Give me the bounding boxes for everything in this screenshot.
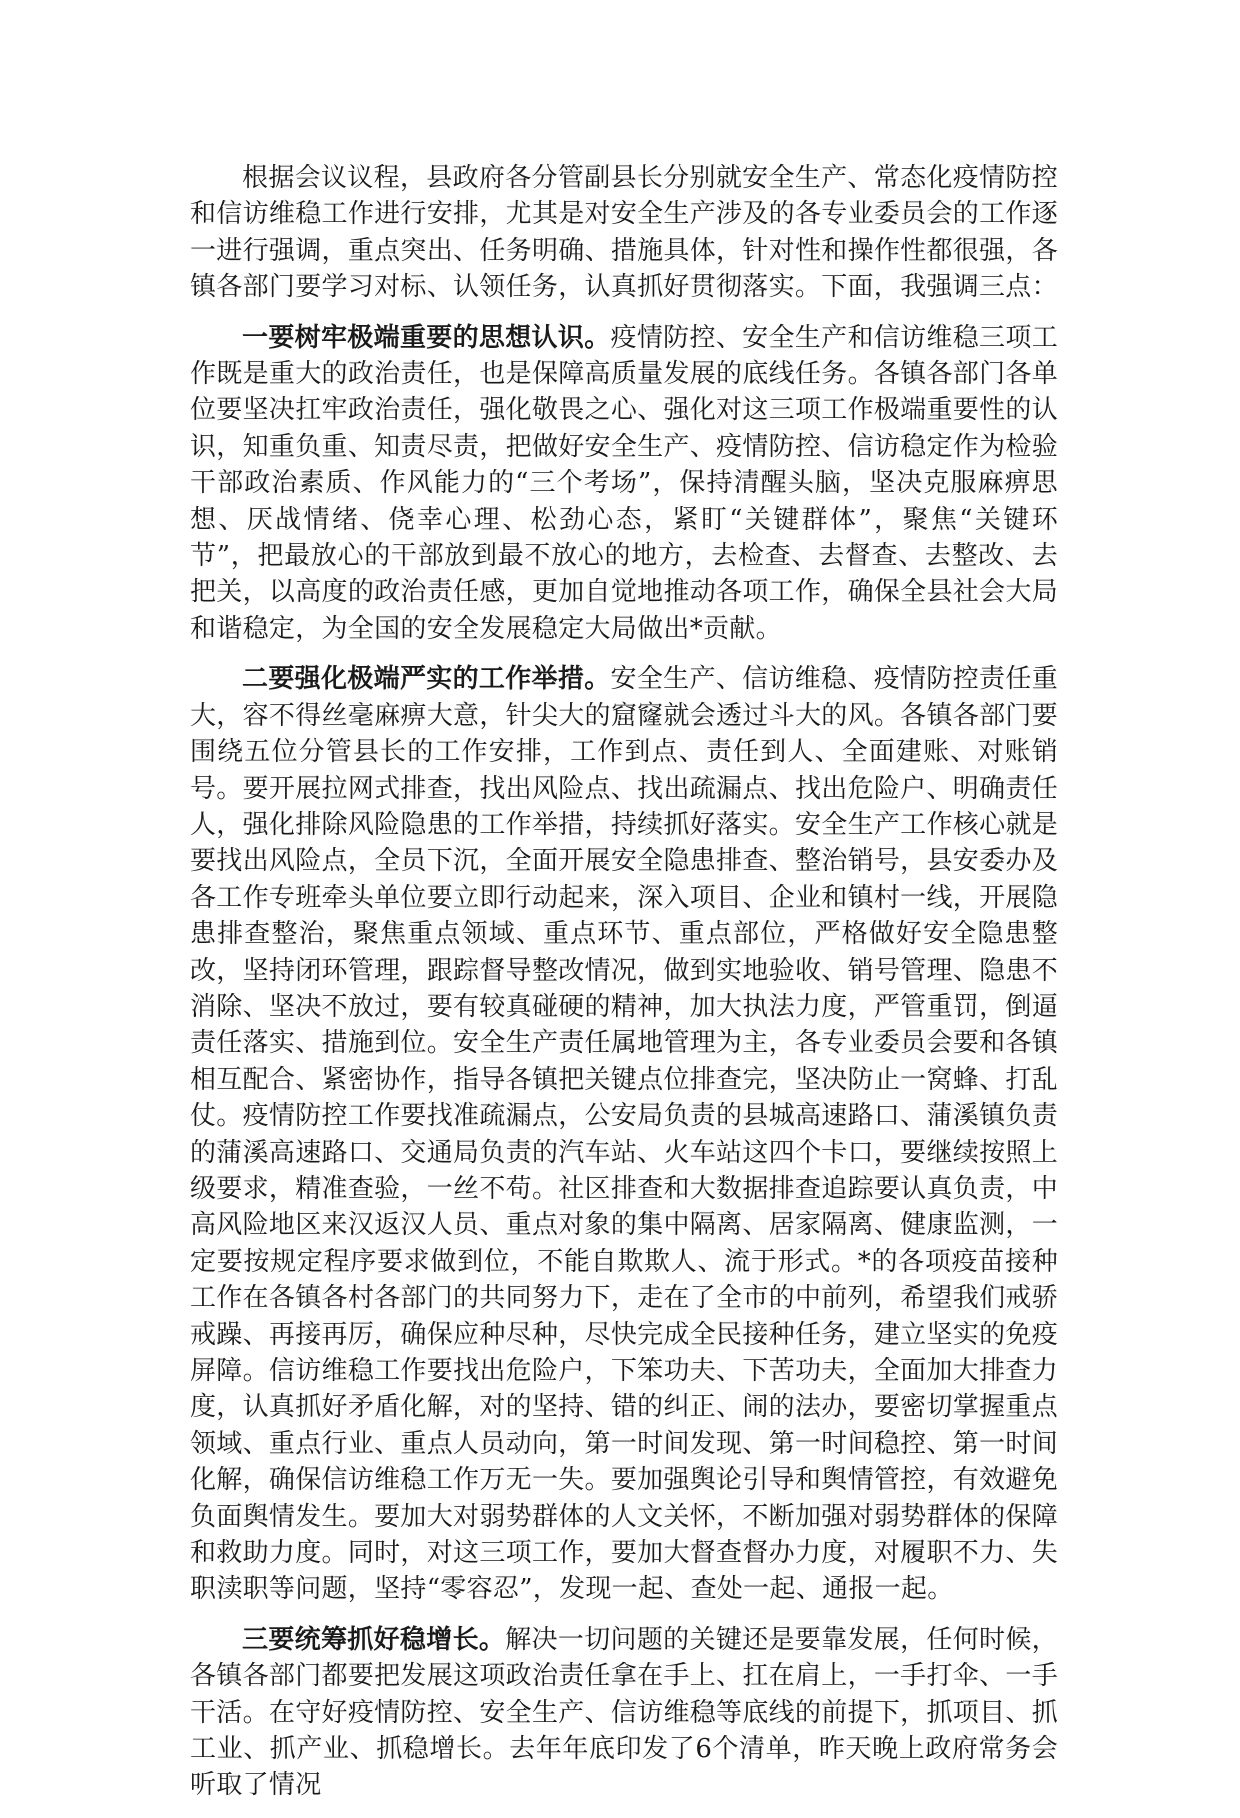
- paragraph-intro: [190, 160, 1058, 306]
- paragraph-point-two: [190, 661, 1058, 1608]
- paragraph-point-three: [190, 1622, 1058, 1804]
- paragraph-lead: 三要统筹抓好稳增长。: [242, 1624, 506, 1655]
- document-page: [190, 160, 1058, 1818]
- paragraph-lead: 一要树牢极端重要的思想认识。: [242, 322, 611, 353]
- paragraph-lead: 二要强化极端严实的工作举措。: [242, 664, 611, 695]
- paragraph-text: 疫情防控、安全生产和信访维稳三项工作既是重大的政治责任，也是保障高质量发展的底线任务。各镇各部门各单位要坚决扛牢政治责任，强化敬畏之心、强化对这三项工作极端重要性的认识，知重负重、知责尽责，把做好安全生产、疫情防控、信访稳定作为检验干部政治素质、作风能力的“三个考场”，保持清醒头脑，坚决克服麻痹思想、厌战情绪、侥幸心理、松劲心态，紧盯“关键群体”，聚焦“关键环节”，把最放心的干部放到最不放心的地方，去检查、去督查、去整改、去把关，以高度的政治责任感，更加自觉地推动各项工作，确保全县社会大局和谐稳定，为全国的安全发展稳定大局做出*贡献。: [190, 322, 1058, 644]
- paragraph-point-one: [190, 320, 1058, 648]
- paragraph-text: 根据会议议程，县政府各分管副县长分别就安全生产、常态化疫情防控和信访维稳工作进行安排，尤其是对安全生产涉及的各专业委员会的工作逐一进行强调，重点突出、任务明确、措施具体，针对性和操作性都很强，各镇各部门要学习对标、认领任务，认真抓好贯彻落实。下面，我强调三点：: [190, 163, 1058, 303]
- paragraph-text: 安全生产、信访维稳、疫情防控责任重大，容不得丝毫麻痹大意，针尖大的窟窿就会透过斗大的风。各镇各部门要围绕五位分管县长的工作安排，工作到点、责任到人、全面建账、对账销号。要开展拉网式排查，找出风险点、找出疏漏点、找出危险户、明确责任人，强化排除风险隐患的工作举措，持续抓好落实。安全生产工作核心就是要找出风险点，全员下沉，全面开展安全隐患排查、整治销号，县安委办及各工作专班牵头单位要立即行动起来，深入项目、企业和镇村一线，开展隐患排查整治，聚焦重点领域、重点环节、重点部位，严格做好安全隐患整改，坚持闭环管理，跟踪督导整改情况，做到实地验收、销号管理、隐患不消除、坚决不放过，要有较真碰硬的精神，加大执法力度，严管重罚，倒逼责任落实、措施到位。安全生产责任属地管理为主，各专业委员会要和各镇相互配合、紧密协作，指导各镇把关键点位排查完，坚决防止一窝蜂、打乱仗。疫情防控工作要找准疏漏点，公安局负责的县城高速路口、蒲溪镇负责的蒲溪高速路口、交通局负责的汽车站、火车站这四个卡口，要继续按照上级要求，精准查验，一丝不苟。社区排查和大数据排查追踪要认真负责，中高风险地区来汉返汉人员、重点对象的集中隔离、居家隔离、健康监测，一定要按规定程序要求做到位，不能自欺欺人、流于形式。*的各项疫苗接种工作在各镇各村各部门的共同努力下，走在了全市的中前列，希望我们戒骄戒躁、再接再厉，确保应种尽种，尽快完成全民接种任务，建立坚实的免疫屏障。信访维稳工作要找出危险户，下笨功夫、下苦功夫，全面加大排查力度，认真抓好矛盾化解，对的坚持、错的纠正、闹的法办，要密切掌握重点领域、重点行业、重点人员动向，第一时间发现、第一时间稳控、第一时间化解，确保信访维稳工作万无一失。要加强舆论引导和舆情管控，有效避免负面舆情发生。要加大对弱势群体的人文关怀，不断加强对弱势群体的保障和救助力度。同时，对这三项工作，要加大督查督办力度，对履职不力、失职渎职等问题，坚持“零容忍”，发现一起、查处一起、通报一起。: [190, 664, 1058, 1605]
- paragraph-text: 解决一切问题的关键还是要靠发展，任何时候，各镇各部门都要把发展这项政治责任拿在手上、扛在肩上，一手打伞、一手干活。在守好疫情防控、安全生产、信访维稳等底线的前提下，抓项目、抓工业、抓产业、抓稳增长。去年年底印发了6个清单，昨天晚上政府常务会听取了情况: [190, 1624, 1058, 1801]
